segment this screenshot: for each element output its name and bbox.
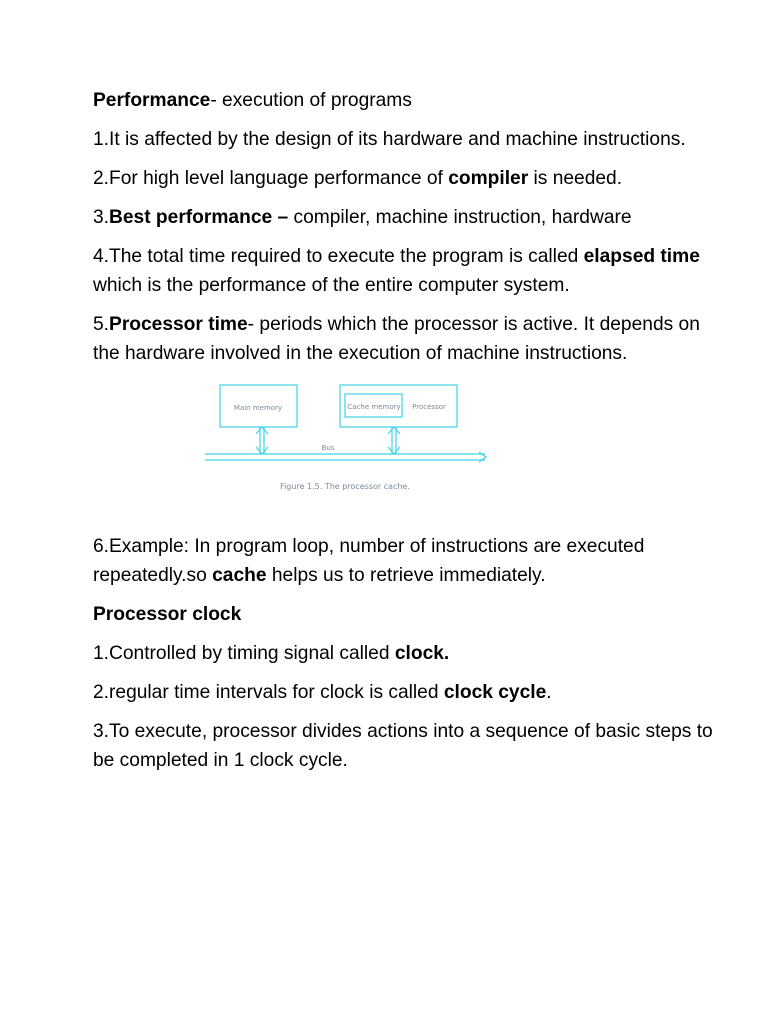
item-number: 2. [93,682,110,703]
item-text-tail: . [546,682,552,703]
document-page [93,86,713,785]
item-number: 1. [93,129,110,150]
item-text: To execute, processor divides actions into a sequence of basic steps to be completed in 1 clock cycle. [93,721,713,771]
item-number: 3. [93,207,110,228]
system-bus [205,452,486,462]
performance-item-4 [93,242,713,300]
memory-bus-arrow [256,427,268,454]
item-bold-term: Processor time [109,314,248,335]
clock-item-1 [93,639,713,668]
item-number: 2. [93,168,110,189]
processor-bus-arrow [388,427,400,454]
item-number: 3. [93,721,110,742]
item-number: 1. [93,643,110,664]
figure-caption: Figure 1.5. The processor cache. [280,482,410,491]
item-bold-term: Best performance – [109,207,289,228]
item-text-tail: helps us to retrieve immediately. [266,565,546,586]
processor-clock-title: Processor clock [93,604,242,625]
item-bold-term: clock cycle [443,682,547,703]
performance-item-1 [93,125,713,154]
performance-item-2 [93,164,713,193]
item-text: The total time required to execute the program is called [109,246,584,267]
item-number: 4. [93,246,110,267]
processor-cache-diagram [93,382,713,502]
item-number: 5. [93,314,110,335]
item-text: Controlled by timing signal called [109,643,395,664]
processor-cache-figure [93,382,713,502]
performance-item-3 [93,203,713,232]
item-text-tail: - periods which the processor is active. It depends on the hardware involved in the execution of machine instructions. [93,314,700,364]
processor-label: Processor [412,403,446,411]
bus-label: Bus [321,444,335,452]
item-text: For high level language performance of [109,168,449,189]
item-text-tail: is needed. [528,168,623,189]
item-bold-term: elapsed time [583,246,700,267]
clock-item-3 [93,717,713,775]
item-text-tail: which is the performance of the entire computer system. [93,275,570,296]
item-text: 6.Example: In program loop, number of instructions are executed repeatedly.so [93,536,645,586]
performance-heading [93,86,713,115]
processor-clock-heading [93,600,713,629]
main-memory-label: Main memory [233,404,283,412]
performance-item-5 [93,310,713,368]
item-text: regular time intervals for clock is called [109,682,444,703]
cache-memory-label: Cache memory [347,403,401,411]
performance-title: Performance [93,90,211,111]
item-bold-term: clock. [394,643,450,664]
item-text: It is affected by the design of its hardware and machine instructions. [109,129,686,150]
item-bold-term: compiler [448,168,529,189]
performance-subtitle: - execution of programs [210,90,412,111]
item-bold-term: cache [212,565,267,586]
clock-item-2 [93,678,713,707]
item-text-tail: compiler, machine instruction, hardware [288,207,632,228]
performance-item-6 [93,532,713,590]
